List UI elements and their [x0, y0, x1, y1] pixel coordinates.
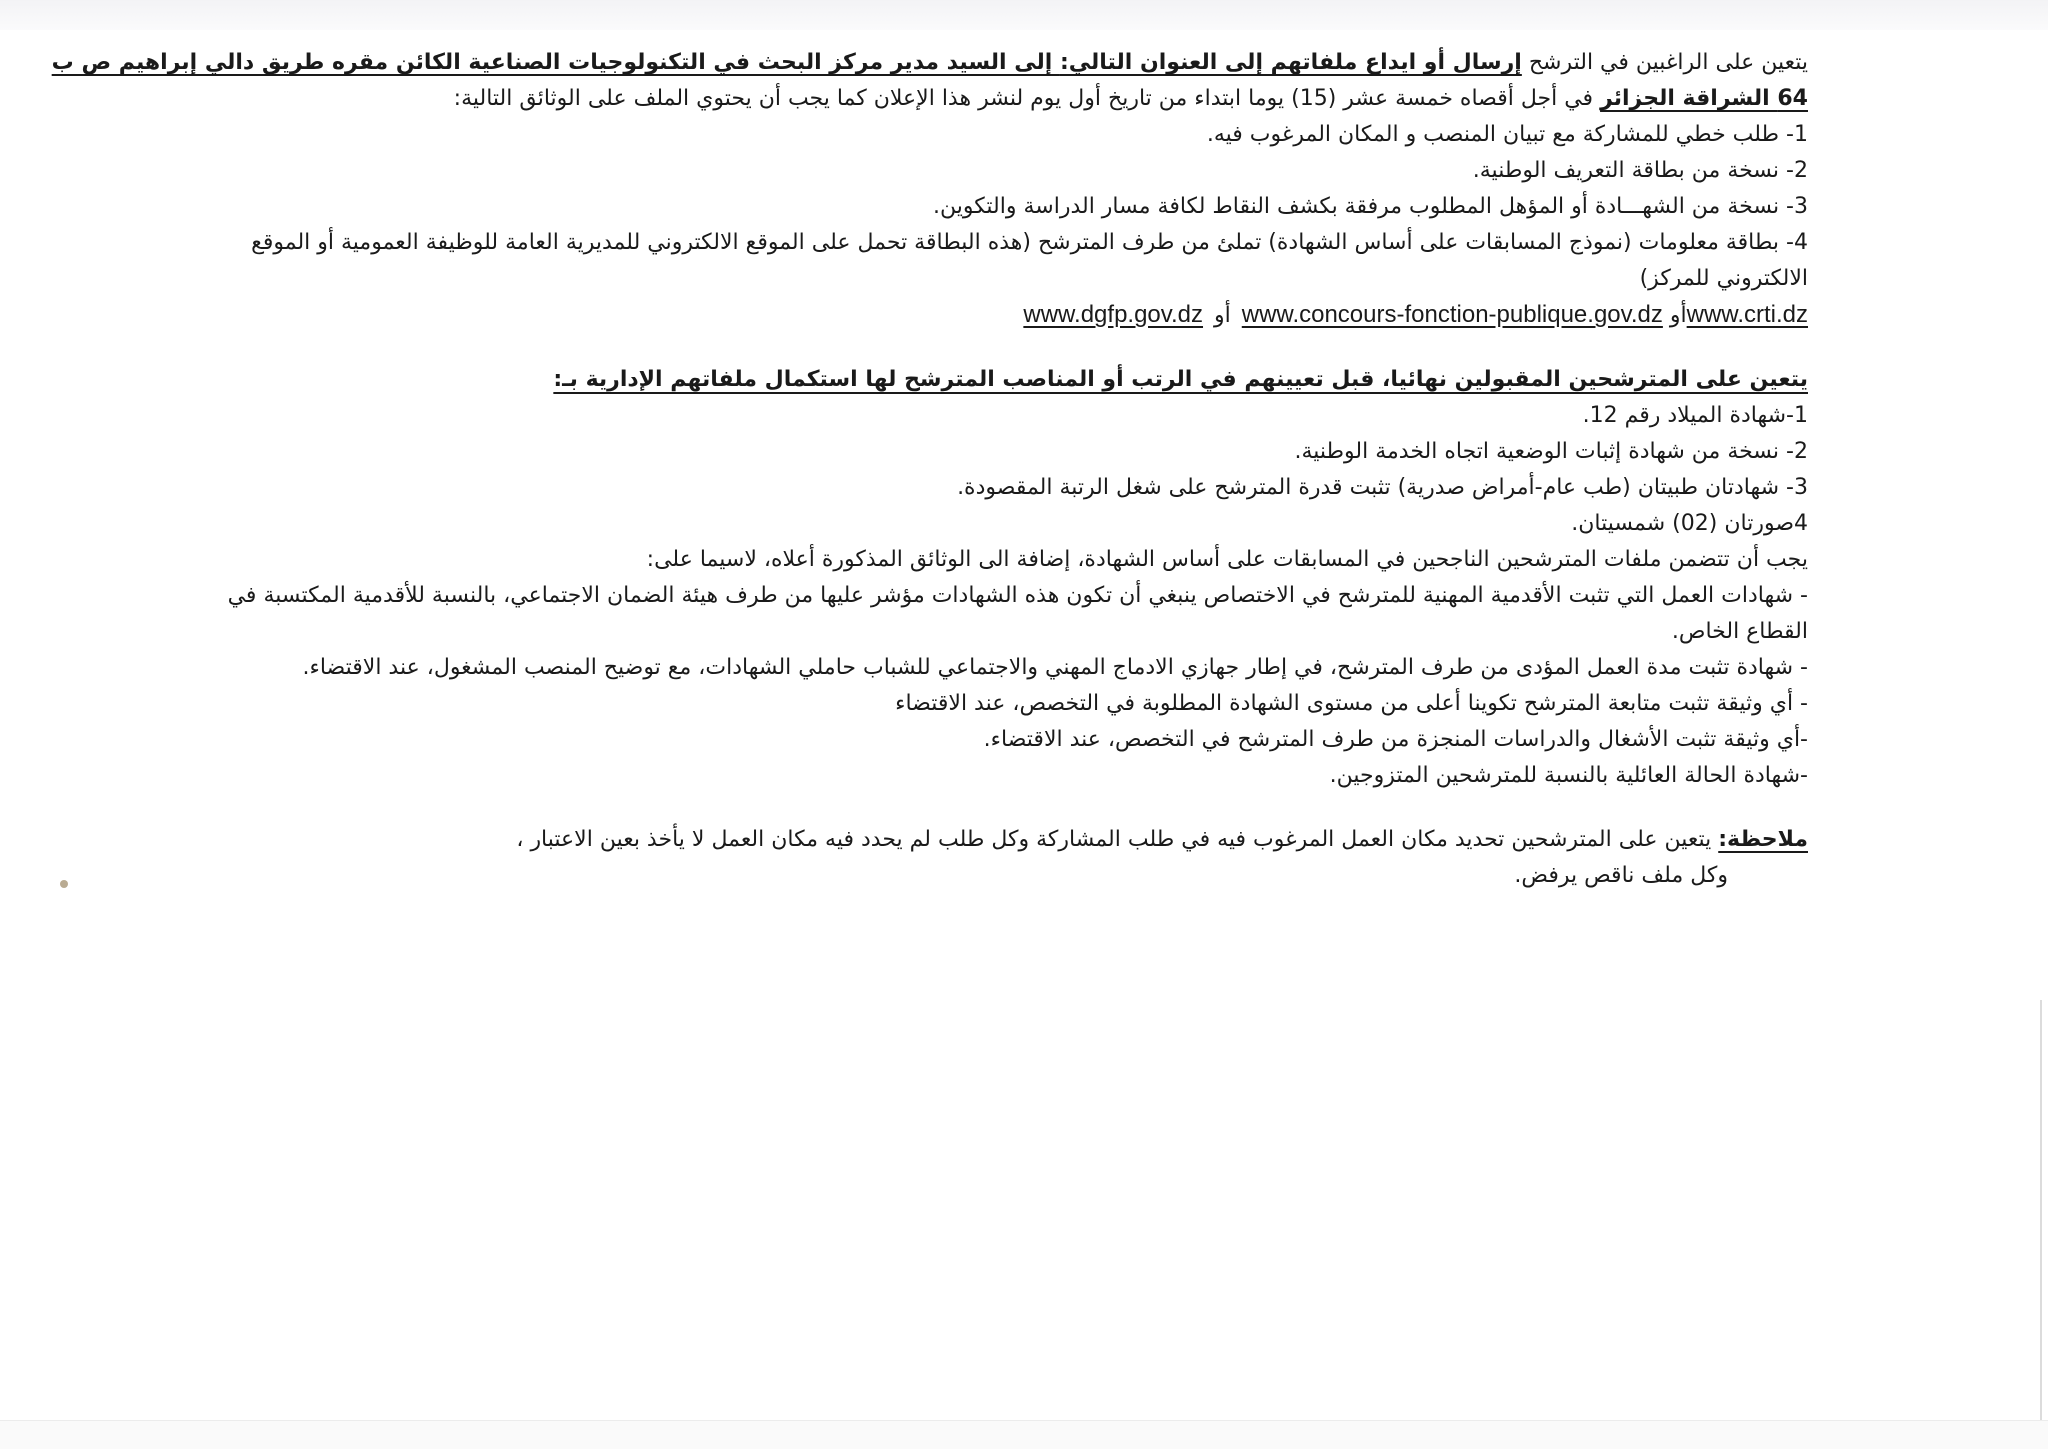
scan-right-edge — [2040, 1000, 2042, 1448]
address-city: 64 الشراقة الجزائر — [1600, 86, 1808, 111]
spacer — [188, 794, 1808, 822]
scan-bottom-edge — [0, 1420, 2048, 1449]
intro-text: يتعين على الراغبين في الترشح — [1521, 50, 1808, 75]
accepted-doc-item: 2- نسخة من شهادة إثبات الوضعية اتجاه الخدمة الوطنية. — [1294, 439, 1808, 464]
required-doc-item: 1- طلب خطي للمشاركة مع تبيان المنصب و المكان المرغوب فيه. — [1206, 122, 1808, 147]
intro-line-2 — [188, 81, 1808, 117]
note-line-2: وكل ملف ناقص يرفض. — [1514, 863, 1728, 888]
note-text: يتعين على المترشحين تحديد مكان العمل المرغوب فيه في طلب المشاركة وكل طلب لم يحدد فيه مكان العمل لا يأخذ بعين الاعتبار ، — [516, 827, 1719, 852]
intro-line-1 — [51, 45, 1808, 81]
or-text: أو — [1214, 303, 1231, 328]
accepted-heading: يتعين على المترشحين المقبولين نهائيا، قبل تعيينهم في الرتب أو المناصب المترشح لها استكمال ملفاتهم الإدارية بـ: — [553, 367, 1808, 392]
website-links — [188, 297, 1808, 334]
scan-top-edge — [0, 0, 2048, 30]
successful-doc-item: -أي وثيقة تثبت الأشغال والدراسات المنجزة من طرف المترشح في التخصص، عند الاقتضاء. — [983, 727, 1808, 752]
successful-intro: يجب أن تتضمن ملفات المترشحين الناجحين في المسابقات على أساس الشهادة، إضافة الى الوثائق المذكورة أعلاه، لاسيما على: — [646, 547, 1808, 572]
document-body — [51, 45, 1808, 894]
note-line — [188, 822, 1808, 858]
accepted-doc-item: 3- شهادتان طبيتان (طب عام-أمراض صدرية) تثبت قدرة المترشح على شغل الرتبة المقصودة. — [957, 475, 1808, 500]
scan-speck — [60, 880, 68, 888]
required-doc-item: 2- نسخة من بطاقة التعريف الوطنية. — [1472, 158, 1808, 183]
link-concours[interactable]: www.concours-fonction-publique.gov.dz — [1241, 301, 1663, 328]
link-crti[interactable]: www.crti.dz — [1686, 301, 1808, 328]
required-doc-item-cont: الالكتروني للمركز) — [1639, 266, 1808, 291]
accepted-doc-item: 1-شهادة الميلاد رقم 12. — [1582, 403, 1808, 428]
submission-instruction: إرسال أو ايداع ملفاتهم إلى العنوان التالي: — [1059, 50, 1522, 75]
link-dgfp[interactable]: www.dgfp.gov.dz — [1023, 301, 1204, 328]
successful-doc-item: -شهادة الحالة العائلية بالنسبة للمترشحين المتزوجين. — [1329, 763, 1808, 788]
or-text: أو — [1669, 303, 1687, 328]
required-doc-item: 3- نسخة من الشهـــادة أو المؤهل المطلوب مرفقة بكشف النقاط لكافة مسار الدراسة والتكوين. — [933, 194, 1808, 219]
accepted-doc-item: 4صورتان (02) شمسيتان. — [1571, 511, 1808, 536]
successful-doc-item: - شهادات العمل التي تثبت الأقدمية المهنية للمترشح في الاختصاص ينبغي أن تكون هذه الشهادات مؤشر عليها من طرف هيئة الضمان الاجتماعي، بالنسبة للأقدمية المكتسبة في — [227, 583, 1808, 608]
successful-doc-item: - شهادة تثبت مدة العمل المؤدى من طرف المترشح، في إطار جهازي الادماج المهني والاجتماعي للشباب حاملي الشهادات، مع توضيح المنصب المشغول، عند الاقتضاء. — [302, 655, 1808, 680]
successful-doc-item-cont: القطاع الخاص. — [1671, 619, 1808, 644]
spacer — [188, 334, 1808, 362]
successful-doc-item: - أي وثيقة تثبت متابعة المترشح تكوينا أعلى من مستوى الشهادة المطلوبة في التخصص، عند الاقتضاء — [895, 691, 1808, 716]
deadline-text: في أجل أقصاه خمسة عشر (15) يوما ابتداء من تاريخ أول يوم لنشر هذا الإعلان كما يجب أن يحتوي الملف على الوثائق التالية: — [453, 86, 1601, 111]
address-text: إلى السيد مدير مركز البحث في التكنولوجيات الصناعية الكائن مقره طريق دالي إبراهيم ص ب — [51, 50, 1060, 75]
required-doc-item: 4- بطاقة معلومات (نموذج المسابقات على أساس الشهادة) تملئ من طرف المترشح (هذه البطاقة تحمل على الموقع الالكتروني للمديرية العامة للوظيفة العمومية أو الموقع — [251, 230, 1808, 255]
note-label: ملاحظة: — [1718, 827, 1808, 852]
